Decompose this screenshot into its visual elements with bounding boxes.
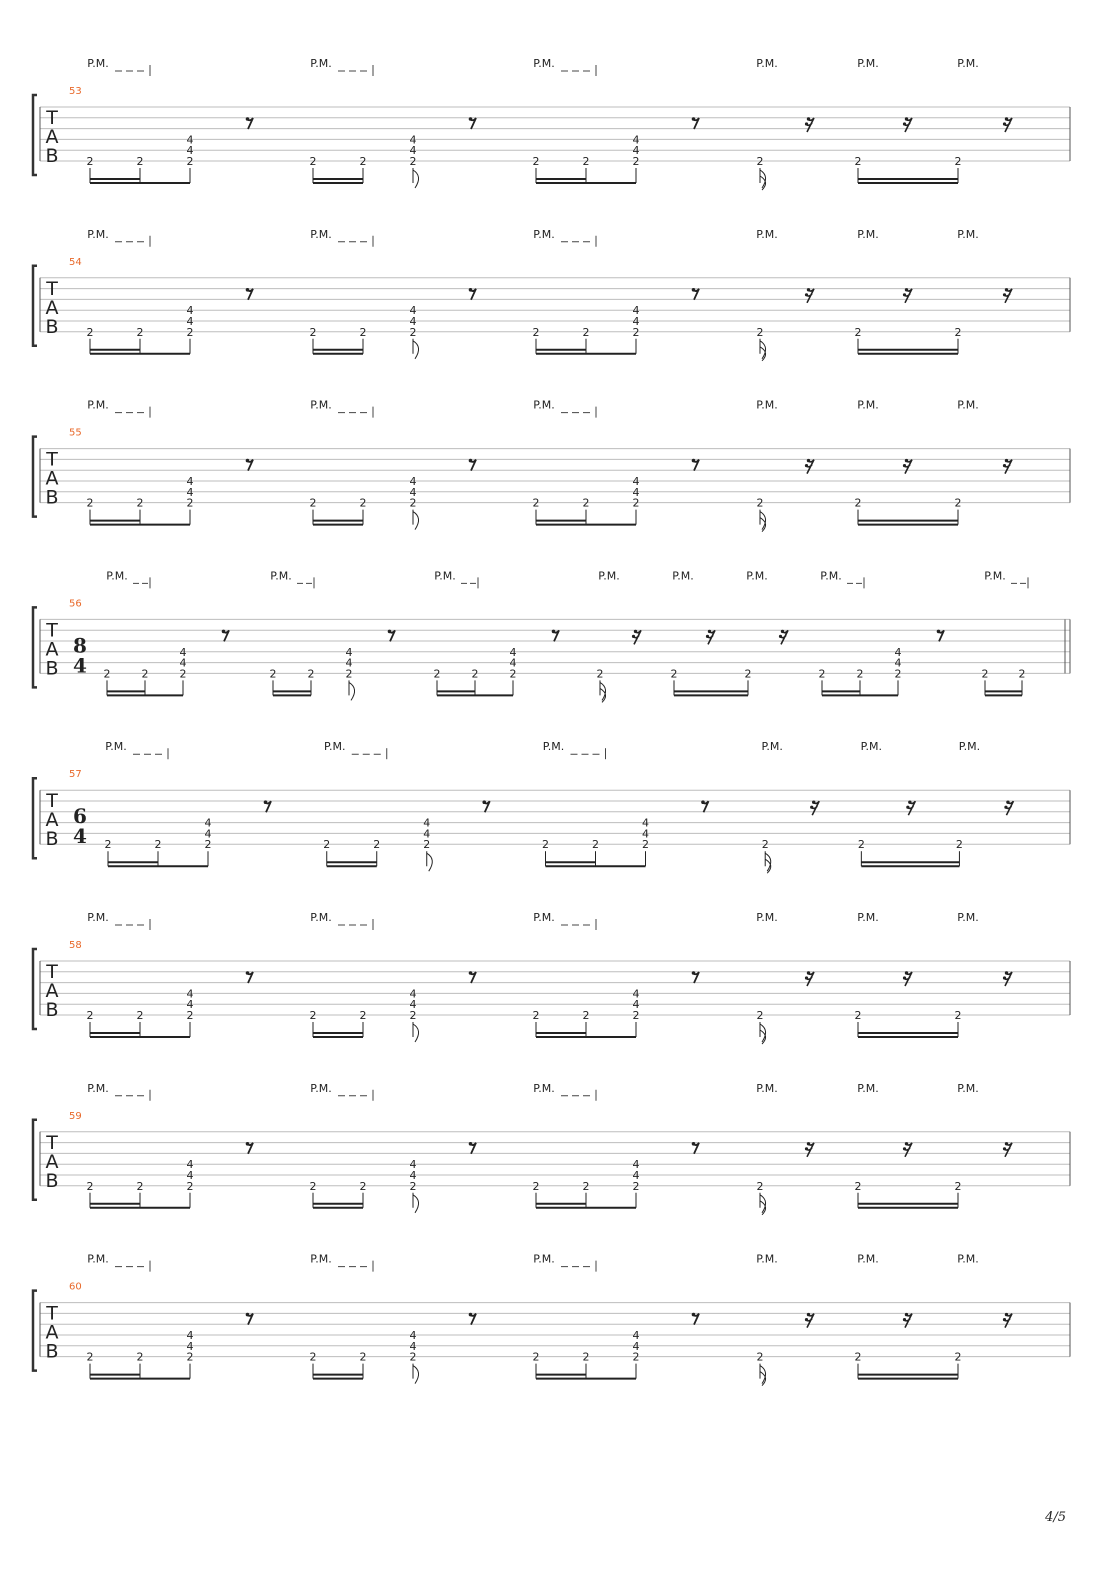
- fret-number: 4: [632, 133, 640, 147]
- palm-mute-label: P.M.: [87, 227, 109, 241]
- fret-number: 2: [591, 838, 599, 852]
- fret-number: 2: [856, 667, 864, 681]
- fret-number: 4: [186, 1339, 194, 1353]
- fret-number: 2: [954, 155, 962, 168]
- fret-number: 2: [186, 1350, 194, 1364]
- beat-group: [323, 800, 490, 871]
- fret-number: 2: [179, 667, 187, 681]
- fret-number: 4: [345, 656, 353, 670]
- measure-number: 54: [69, 256, 82, 268]
- palm-mute-label: P.M.: [857, 1252, 879, 1266]
- measure-number: 56: [69, 598, 82, 610]
- palm-mute-label: P.M.: [761, 740, 783, 754]
- palm-mute-label: P.M.: [957, 1081, 979, 1095]
- palm-mute-label: P.M.: [87, 57, 109, 70]
- fret-number: 4: [204, 816, 212, 830]
- palm-mute-label: P.M.: [957, 398, 979, 412]
- tab-clef-b: B: [45, 1340, 59, 1363]
- fret-number: 2: [359, 325, 367, 339]
- fret-number: 4: [186, 1169, 194, 1182]
- fret-number: 2: [532, 1009, 540, 1022]
- flag: [760, 510, 766, 532]
- fret-number: 4: [345, 645, 353, 659]
- fret-number: 4: [186, 475, 194, 488]
- tab-clef-b: B: [45, 315, 59, 338]
- fret-number: 4: [632, 315, 640, 328]
- fret-number: 4: [179, 645, 187, 659]
- beat-group: [310, 971, 477, 1042]
- fret-number: 2: [154, 838, 162, 852]
- system-58: [33, 911, 1070, 1044]
- fret-number: 2: [373, 838, 381, 852]
- fret-number: 2: [582, 1350, 590, 1364]
- palm-mute-label: P.M.: [533, 398, 555, 412]
- tab-clef-a: A: [45, 1321, 59, 1344]
- fret-number: 2: [509, 667, 517, 681]
- tab-clef-a: A: [45, 126, 59, 148]
- fret-number: 4: [632, 1169, 640, 1182]
- flag: [760, 168, 766, 190]
- fret-number: 2: [186, 325, 194, 339]
- fret-number: 2: [86, 1009, 94, 1022]
- palm-mute-label: P.M.: [857, 1081, 879, 1095]
- measure-number: 57: [69, 769, 82, 781]
- fret-number: 4: [409, 1329, 417, 1342]
- palm-mute-label: P.M.: [533, 57, 555, 70]
- palm-mute-label: P.M.: [106, 569, 128, 583]
- fret-number: 2: [104, 838, 112, 852]
- fret-number: 2: [409, 1009, 417, 1022]
- palm-mute-label: P.M.: [746, 569, 768, 583]
- fret-number: 2: [309, 155, 317, 168]
- tab-clef-a: A: [45, 467, 59, 490]
- fret-number: 4: [186, 304, 194, 318]
- fret-number: 2: [359, 155, 367, 168]
- palm-mute-label: P.M.: [434, 569, 456, 583]
- fret-number: 4: [409, 485, 417, 499]
- fret-number: 2: [596, 667, 604, 681]
- palm-mute-label: P.M.: [958, 740, 981, 754]
- system-54: [33, 228, 1070, 361]
- fret-number: 4: [186, 1158, 194, 1172]
- palm-mute-label: P.M.: [87, 398, 109, 412]
- palm-mute-label: P.M.: [857, 398, 879, 412]
- fret-number: 2: [86, 325, 94, 339]
- tab-clef-b: B: [45, 657, 59, 680]
- fret-number: 2: [756, 1179, 764, 1193]
- fret-number: 4: [409, 144, 417, 158]
- fret-number: 2: [186, 1009, 194, 1022]
- fret-number: 2: [186, 496, 194, 510]
- fret-number: 2: [186, 155, 194, 168]
- tab-clef-t: T: [46, 790, 58, 813]
- fret-number: 2: [409, 1350, 417, 1364]
- flag: [760, 1022, 766, 1044]
- flag: [413, 510, 419, 530]
- fret-number: 2: [541, 838, 549, 852]
- fret-number: 2: [857, 838, 865, 852]
- fret-number: 2: [582, 155, 590, 168]
- tab-clef-t: T: [46, 277, 58, 300]
- fret-number: 4: [632, 485, 640, 499]
- fret-number: 4: [632, 1339, 640, 1353]
- beat-group: [310, 1313, 477, 1384]
- fret-number: 2: [86, 1350, 94, 1364]
- palm-mute-label: P.M.: [310, 57, 332, 70]
- system-bracket: [33, 95, 37, 175]
- palm-mute-label: P.M.: [310, 1252, 332, 1266]
- palm-mute-label: P.M.: [984, 569, 1006, 583]
- flag: [349, 680, 355, 700]
- fret-number: 2: [632, 155, 640, 168]
- palm-mute-label: P.M.: [756, 398, 778, 412]
- fret-number: 2: [136, 1009, 144, 1022]
- palm-mute-label: P.M.: [310, 911, 332, 924]
- tab-clef-a: A: [45, 296, 59, 319]
- tab-clef-a: A: [45, 809, 59, 832]
- fret-number: 2: [761, 838, 769, 852]
- fret-number: 2: [359, 1179, 367, 1193]
- fret-number: 4: [186, 1329, 194, 1342]
- fret-number: 2: [756, 325, 764, 339]
- palm-mute-label: P.M.: [957, 911, 979, 924]
- palm-mute-label: P.M.: [87, 1081, 109, 1095]
- fret-number: 4: [186, 315, 194, 328]
- tab-clef-a: A: [45, 638, 59, 661]
- palm-mute-label: P.M.: [857, 911, 879, 924]
- fret-number: 4: [409, 1158, 417, 1172]
- system-53: [33, 57, 1070, 190]
- flag: [760, 339, 766, 361]
- tab-clef-t: T: [46, 961, 58, 983]
- flag: [413, 339, 419, 359]
- beat-group: [310, 117, 477, 188]
- fret-number: 2: [141, 667, 149, 681]
- fret-number: 2: [756, 1009, 764, 1022]
- fret-number: 2: [818, 667, 826, 681]
- fret-number: 2: [756, 1350, 764, 1364]
- fret-number: 2: [532, 496, 540, 510]
- fret-number: 2: [744, 667, 752, 681]
- palm-mute-label: P.M.: [542, 740, 565, 754]
- flag: [413, 1193, 419, 1213]
- fret-number: 4: [409, 133, 417, 147]
- palm-mute-label: P.M.: [310, 398, 332, 412]
- palm-mute-label: P.M.: [310, 227, 332, 241]
- fret-number: 2: [359, 496, 367, 510]
- palm-mute-label: P.M.: [756, 911, 778, 924]
- fret-number: 2: [423, 838, 431, 852]
- fret-number: 2: [954, 496, 962, 510]
- palm-mute-label: P.M.: [533, 1081, 555, 1095]
- fret-number: 2: [854, 1179, 862, 1193]
- flag: [413, 168, 419, 188]
- palm-mute-label: P.M.: [756, 1081, 778, 1095]
- fret-number: 2: [409, 496, 417, 510]
- time-signature-bottom: 4: [73, 824, 87, 849]
- fret-number: 2: [854, 325, 862, 339]
- fret-number: 2: [532, 1350, 540, 1364]
- system-56: [33, 569, 1070, 702]
- system-bracket: [33, 778, 37, 858]
- fret-number: 4: [186, 998, 194, 1012]
- palm-mute-label: P.M.: [533, 911, 555, 924]
- tab-clef-b: B: [45, 1169, 59, 1192]
- fret-number: 4: [186, 144, 194, 158]
- fret-number: 2: [582, 325, 590, 339]
- tab-clef-t: T: [46, 619, 58, 642]
- system-bracket: [33, 1120, 37, 1200]
- tab-clef-t: T: [46, 107, 58, 129]
- palm-mute-label: P.M.: [957, 1252, 979, 1266]
- beat-group: [310, 459, 477, 530]
- fret-number: 2: [433, 667, 441, 681]
- palm-mute-label: P.M.: [533, 227, 555, 241]
- measure-number: 60: [69, 1281, 82, 1293]
- tab-clef-b: B: [45, 145, 59, 167]
- tab-clef-t: T: [46, 1131, 58, 1154]
- tab-clef-a: A: [45, 1150, 59, 1173]
- palm-mute-label: P.M.: [533, 1252, 555, 1266]
- fret-number: 2: [582, 496, 590, 510]
- system-bracket: [33, 266, 37, 346]
- tab-clef-t: T: [46, 1302, 58, 1325]
- fret-number: 2: [204, 838, 212, 852]
- flag: [427, 851, 433, 871]
- measure-number: 53: [69, 86, 82, 97]
- fret-number: 4: [409, 987, 417, 1001]
- fret-number: 4: [894, 656, 902, 670]
- fret-number: 2: [954, 1350, 962, 1364]
- fret-number: 2: [345, 667, 353, 681]
- fret-number: 2: [103, 667, 111, 681]
- palm-mute-label: P.M.: [756, 57, 778, 70]
- system-bracket: [33, 949, 37, 1029]
- fret-number: 4: [641, 827, 649, 841]
- palm-mute-label: P.M.: [857, 57, 879, 70]
- palm-mute-label: P.M.: [310, 1081, 332, 1095]
- system-bracket: [33, 607, 37, 687]
- fret-number: 2: [854, 1009, 862, 1022]
- palm-mute-label: P.M.: [957, 57, 979, 70]
- fret-number: 2: [186, 1179, 194, 1193]
- fret-number: 4: [186, 133, 194, 147]
- fret-number: 2: [532, 1179, 540, 1193]
- fret-number: 4: [409, 315, 417, 328]
- fret-number: 4: [632, 1158, 640, 1172]
- beat-group: [310, 288, 477, 359]
- fret-number: 4: [509, 656, 517, 670]
- fret-number: 2: [136, 1179, 144, 1193]
- fret-number: 2: [955, 838, 963, 852]
- flag: [760, 1364, 766, 1386]
- fret-number: 2: [532, 325, 540, 339]
- fret-number: 2: [854, 1350, 862, 1364]
- fret-number: 2: [409, 155, 417, 168]
- time-signature-top: 8: [73, 633, 87, 658]
- fret-number: 4: [509, 645, 517, 659]
- fret-number: 2: [670, 667, 678, 681]
- palm-mute-label: P.M.: [270, 569, 292, 583]
- fret-number: 4: [409, 304, 417, 318]
- fret-number: 2: [854, 155, 862, 168]
- fret-number: 2: [756, 496, 764, 510]
- fret-number: 2: [136, 496, 144, 510]
- palm-mute-label: P.M.: [756, 1252, 778, 1266]
- fret-number: 4: [186, 485, 194, 499]
- system-bracket: [33, 437, 37, 517]
- fret-number: 2: [632, 1350, 640, 1364]
- fret-number: 4: [632, 998, 640, 1012]
- fret-number: 2: [632, 496, 640, 510]
- fret-number: 2: [632, 1009, 640, 1022]
- fret-number: 4: [632, 987, 640, 1001]
- fret-number: 2: [86, 155, 94, 168]
- fret-number: 4: [423, 816, 431, 830]
- beat-group: [270, 630, 396, 701]
- fret-number: 2: [86, 496, 94, 510]
- system-bracket: [33, 1291, 37, 1371]
- fret-number: 2: [309, 325, 317, 339]
- fret-number: 4: [894, 645, 902, 659]
- beat-group: [982, 667, 1026, 695]
- fret-number: 2: [641, 838, 649, 852]
- page-number: 4/5: [1045, 1510, 1066, 1525]
- tab-clef-t: T: [46, 448, 58, 471]
- fret-number: 4: [409, 1169, 417, 1182]
- fret-number: 4: [632, 144, 640, 158]
- fret-number: 2: [854, 496, 862, 510]
- fret-number: 4: [632, 1329, 640, 1342]
- flag: [765, 851, 771, 873]
- fret-number: 2: [136, 325, 144, 339]
- flag: [413, 1022, 419, 1042]
- palm-mute-label: P.M.: [756, 227, 778, 241]
- fret-number: 2: [309, 1009, 317, 1022]
- fret-number: 2: [954, 1009, 962, 1022]
- fret-number: 4: [409, 1339, 417, 1353]
- fret-number: 2: [632, 325, 640, 339]
- fret-number: 2: [894, 667, 902, 681]
- fret-number: 4: [632, 475, 640, 488]
- system-59: [33, 1082, 1070, 1215]
- fret-number: 2: [359, 1009, 367, 1022]
- fret-number: 4: [409, 998, 417, 1012]
- palm-mute-label: P.M.: [87, 911, 109, 924]
- fret-number: 2: [136, 1350, 144, 1364]
- flag: [760, 1193, 766, 1215]
- fret-number: 4: [423, 827, 431, 841]
- fret-number: 2: [582, 1009, 590, 1022]
- fret-number: 2: [359, 1350, 367, 1364]
- measure-number: 58: [69, 940, 82, 951]
- fret-number: 2: [582, 1179, 590, 1193]
- palm-mute-label: P.M.: [860, 740, 883, 754]
- fret-number: 2: [409, 1179, 417, 1193]
- system-55: [33, 399, 1070, 532]
- system-57: [33, 740, 1070, 873]
- fret-number: 2: [954, 325, 962, 339]
- fret-number: 2: [532, 155, 540, 168]
- time-signature-top: 6: [73, 804, 87, 829]
- fret-number: 2: [409, 325, 417, 339]
- fret-number: 2: [269, 667, 277, 681]
- palm-mute-label: P.M.: [672, 569, 694, 583]
- system-60: [33, 1253, 1070, 1386]
- palm-mute-label: P.M.: [324, 740, 346, 754]
- palm-mute-label: P.M.: [105, 740, 127, 754]
- beat-group: [310, 1142, 477, 1213]
- fret-number: 4: [186, 987, 194, 1001]
- fret-number: 2: [86, 1179, 94, 1193]
- flag: [413, 1364, 419, 1384]
- tab-clef-b: B: [45, 828, 59, 851]
- fret-number: 2: [309, 1179, 317, 1193]
- palm-mute-label: P.M.: [87, 1252, 109, 1266]
- fret-number: 2: [309, 496, 317, 510]
- fret-number: 2: [307, 667, 315, 681]
- tab-clef-a: A: [45, 980, 59, 1002]
- palm-mute-label: P.M.: [598, 569, 620, 583]
- flag: [600, 680, 606, 702]
- fret-number: 4: [641, 816, 649, 830]
- measure-number: 59: [69, 1110, 82, 1122]
- fret-number: 2: [756, 155, 764, 168]
- fret-number: 4: [179, 656, 187, 670]
- fret-number: 2: [981, 667, 989, 681]
- fret-number: 2: [471, 667, 479, 681]
- fret-number: 4: [204, 827, 212, 841]
- fret-number: 2: [136, 155, 144, 168]
- tab-clef-b: B: [45, 486, 59, 509]
- fret-number: 2: [1018, 667, 1026, 681]
- palm-mute-label: P.M.: [820, 569, 842, 583]
- time-signature-bottom: 4: [73, 653, 87, 678]
- tab-clef-b: B: [45, 999, 59, 1021]
- fret-number: 2: [323, 838, 331, 852]
- fret-number: 2: [632, 1179, 640, 1193]
- fret-number: 2: [309, 1350, 317, 1364]
- palm-mute-label: P.M.: [957, 227, 979, 241]
- fret-number: 2: [954, 1179, 962, 1193]
- measure-number: 55: [69, 427, 82, 439]
- fret-number: 4: [409, 475, 417, 488]
- fret-number: 4: [632, 304, 640, 318]
- palm-mute-label: P.M.: [857, 227, 879, 241]
